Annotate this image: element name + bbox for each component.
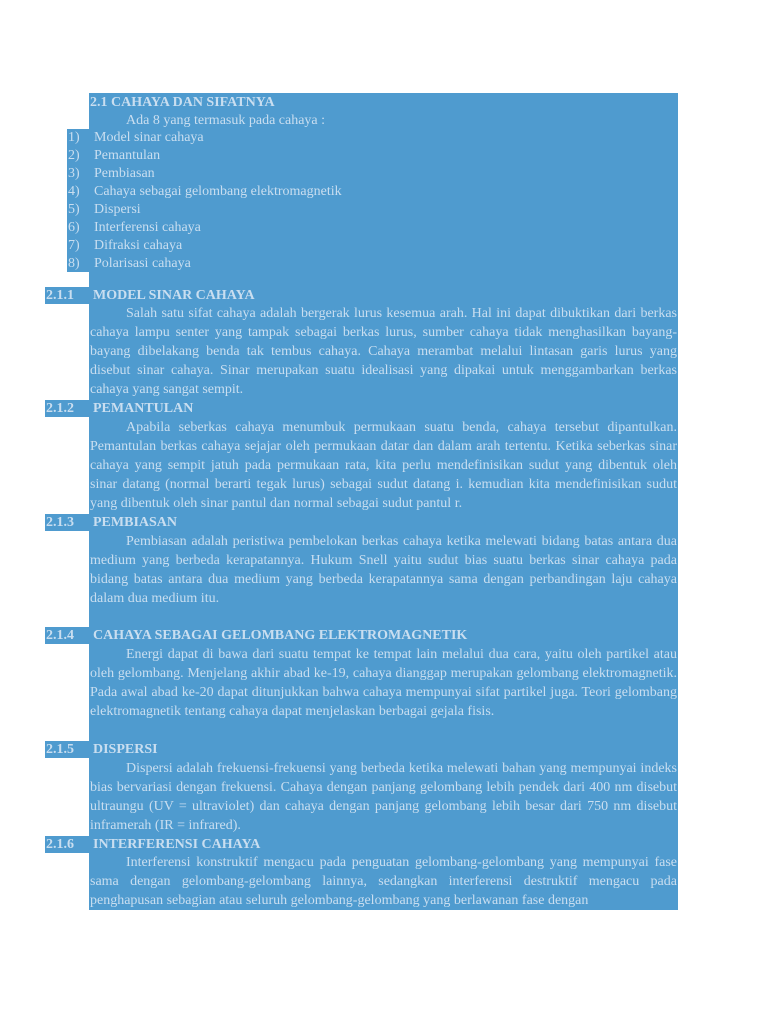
list-item: Polarisasi cahaya xyxy=(94,256,191,271)
section-body xyxy=(90,305,677,400)
section-title: MODEL SINAR CAHAYA xyxy=(93,288,255,303)
list-number: 4) xyxy=(68,184,80,199)
section-number: 2.1.3 xyxy=(46,515,74,530)
list-item: Dispersi xyxy=(94,202,141,217)
list-item: Pembiasan xyxy=(94,166,155,181)
list-item: Pemantulan xyxy=(94,148,161,163)
intro-text: Ada 8 yang termasuk pada cahaya : xyxy=(126,113,326,128)
list-number: 8) xyxy=(68,256,80,271)
section-body xyxy=(90,533,677,609)
section-body xyxy=(90,646,677,722)
document-heading: 2.1 CAHAYA DAN SIFATNYA xyxy=(90,95,275,110)
section-number: 2.1.4 xyxy=(46,628,74,643)
list-number: 2) xyxy=(68,148,80,163)
paragraph: Dispersi adalah frekuensi-frekuensi yang berbeda ketika melewati bahan yang mempunyai indeks bias bervariasi dengan frekuensi. Cahaya dengan panjang gelombang lebih pendek dari 400 nm disebut ultraungu (UV = ultraviolet) dan cahaya dengan panjang gelombang lebih besar dari 750 nm disebut inframerah (IR = infrared). xyxy=(90,761,677,833)
list-item: Cahaya sebagai gelombang elektromagnetik xyxy=(94,184,342,199)
paragraph: Apabila seberkas cahaya menumbuk permukaan suatu benda, cahaya tersebut dipantulkan. Pemantulan berkas cahaya sejajar oleh permukaan datar dan dalam arah tertentu. Ketika seberkas sinar cahaya yang sempit jatuh pada permukaan rata, kita perlu mendefinisikan sudut yang dibentuk oleh sinar datang (normal berarti tegak lurus) sebagai sudut datang i. kemudian kita mendefinisikan sudut yang dibentuk oleh sinar pantul dan normal sebagai sudut pantul r. xyxy=(90,420,677,511)
section-title: INTERFERENSI CAHAYA xyxy=(93,837,261,852)
section-number: 2.1.2 xyxy=(46,401,74,416)
paragraph: Interferensi konstruktif mengacu pada penguatan gelombang-gelombang yang mempunyai fase sama dengan gelombang-gelombang lainnya, sedangkan interferensi destruktif mengacu pada penghapusan sebagian atau seluruh gelombang-gelombang yang berlawanan fase dengan xyxy=(90,855,677,908)
section-number: 2.1.6 xyxy=(46,837,74,852)
list-number: 7) xyxy=(68,238,80,253)
list-number: 3) xyxy=(68,166,80,181)
section-title: PEMBIASAN xyxy=(93,515,178,530)
section-body xyxy=(90,419,677,514)
list-number: 1) xyxy=(68,130,80,145)
section-title: PEMANTULAN xyxy=(93,401,194,416)
section-title: DISPERSI xyxy=(93,742,158,757)
list-item: Interferensi cahaya xyxy=(94,220,201,235)
list-number: 5) xyxy=(68,202,80,217)
list-number: 6) xyxy=(68,220,80,235)
list-item: Model sinar cahaya xyxy=(94,130,204,145)
section-title: CAHAYA SEBAGAI GELOMBANG ELEKTROMAGNETIK xyxy=(93,628,468,643)
list-item: Difraksi cahaya xyxy=(94,238,183,253)
section-body xyxy=(90,854,677,910)
section-body xyxy=(90,760,677,836)
paragraph: Energi dapat di bawa dari suatu tempat ke tempat lain melalui dua cara, yaitu oleh partikel atau oleh gelombang. Menjelang akhir abad ke-19, cahaya dianggap merupakan gelombang elektromagnetik. Pada awal abad ke-20 dapat ditunjukkan bahwa cahaya mempunyai sifat partikel juga. Teori gelombang elektromagnetik tentang cahaya dapat menjelaskan berbagai gejala fisis. xyxy=(90,647,677,719)
section-number: 2.1.5 xyxy=(46,742,74,757)
section-number: 2.1.1 xyxy=(46,288,74,303)
paragraph: Pembiasan adalah peristiwa pembelokan berkas cahaya ketika melewati bidang batas antara dua medium yang berbeda kerapatannya. Hukum Snell yaitu sudut bias suatu berkas sinar cahaya pada bidang batas antara dua medium yang berbeda kerapatannya sama dengan perbandingan laju cahaya dalam dua medium itu. xyxy=(90,534,677,606)
paragraph: Salah satu sifat cahaya adalah bergerak lurus kesemua arah. Hal ini dapat dibuktikan dari berkas cahaya lampu senter yang tampak sebagai berkas lurus, sumber cahaya tidak menghasilkan bayang-bayang dibelakang benda tak tembus cahaya. Cahaya merambat melalui lintasan garis lurus yang disebut sinar cahaya. Sinar merupakan suatu idealisasi yang dipakai untuk menggambarkan berkas cahaya yang sangat sempit. xyxy=(90,306,677,397)
